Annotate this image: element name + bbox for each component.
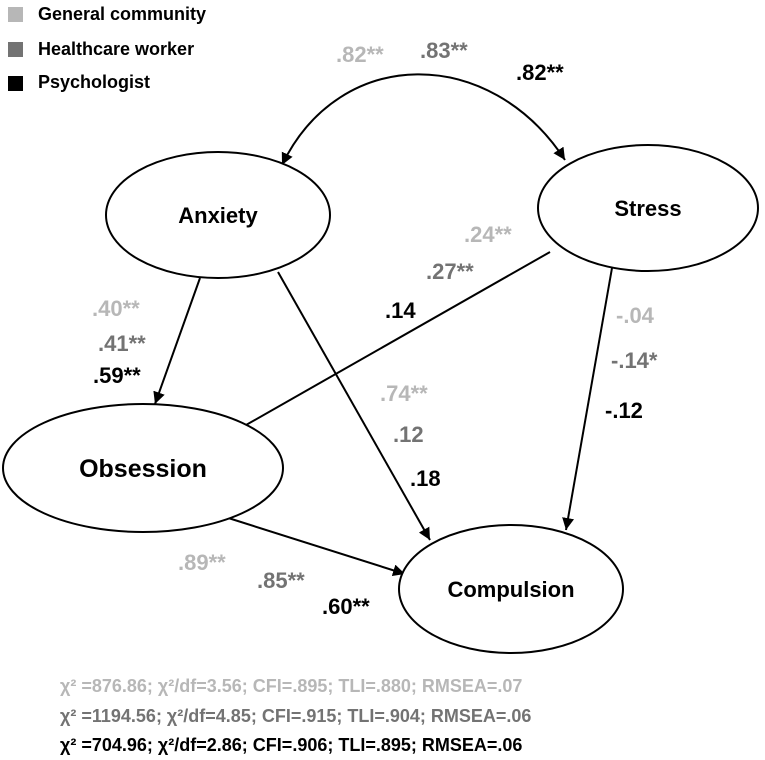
coef-anxiety-compulsion-psychologist: .18 <box>410 466 441 491</box>
coef-stress-obsession-general: .24** <box>464 222 512 247</box>
edge-anxiety-obsession <box>155 278 200 404</box>
coef-obsession-compulsion-psychologist: .60** <box>322 594 370 619</box>
coef-stress-compulsion-healthcare: -.14* <box>611 348 658 373</box>
coef-anxiety-compulsion-general: .74** <box>380 381 428 406</box>
coef-anxiety-stress-psychologist: .82** <box>516 60 564 85</box>
node-compulsion-label: Compulsion <box>447 577 575 602</box>
coef-anxiety-stress-general: .82** <box>336 42 384 67</box>
fit-indices-healthcare: χ² =1194.56; χ²/df=4.85; CFI=.915; TLI=.904; RMSEA=.06 <box>60 706 532 726</box>
node-compulsion <box>399 525 623 653</box>
node-anxiety-label: Anxiety <box>178 203 258 228</box>
coef-stress-compulsion-general: -.04 <box>616 303 654 328</box>
node-anxiety <box>106 152 330 278</box>
coef-anxiety-stress-healthcare: .83** <box>420 38 468 63</box>
node-stress <box>538 145 758 271</box>
coef-obsession-compulsion-general: .89** <box>178 550 226 575</box>
coef-anxiety-compulsion-healthcare: .12 <box>393 422 424 447</box>
node-obsession-label: Obsession <box>79 455 207 483</box>
fit-indices-psychologist: χ² =704.96; χ²/df=2.86; CFI=.906; TLI=.895; RMSEA=.06 <box>60 735 523 755</box>
legend-label-general: General community <box>38 4 207 24</box>
legend-label-healthcare: Healthcare worker <box>38 39 195 59</box>
coef-stress-compulsion-psychologist: -.12 <box>605 398 643 423</box>
coef-anxiety-obsession-healthcare: .41** <box>98 331 146 356</box>
coef-anxiety-obsession-general: .40** <box>92 296 140 321</box>
coef-stress-obsession-psychologist: .14 <box>385 298 416 323</box>
edge-obsession-compulsion <box>222 516 405 574</box>
fit-indices-general: χ² =876.86; χ²/df=3.56; CFI=.895; TLI=.880; RMSEA=.07 <box>60 676 523 696</box>
coef-obsession-compulsion-healthcare: .85** <box>257 568 305 593</box>
node-obsession <box>3 404 283 532</box>
legend-label-psychologist: Psychologist <box>38 72 151 92</box>
edge-anxiety-stress <box>282 74 565 165</box>
coef-anxiety-obsession-psychologist: .59** <box>93 363 141 388</box>
node-stress-label: Stress <box>614 196 682 221</box>
coef-stress-obsession-healthcare: .27** <box>426 259 474 284</box>
